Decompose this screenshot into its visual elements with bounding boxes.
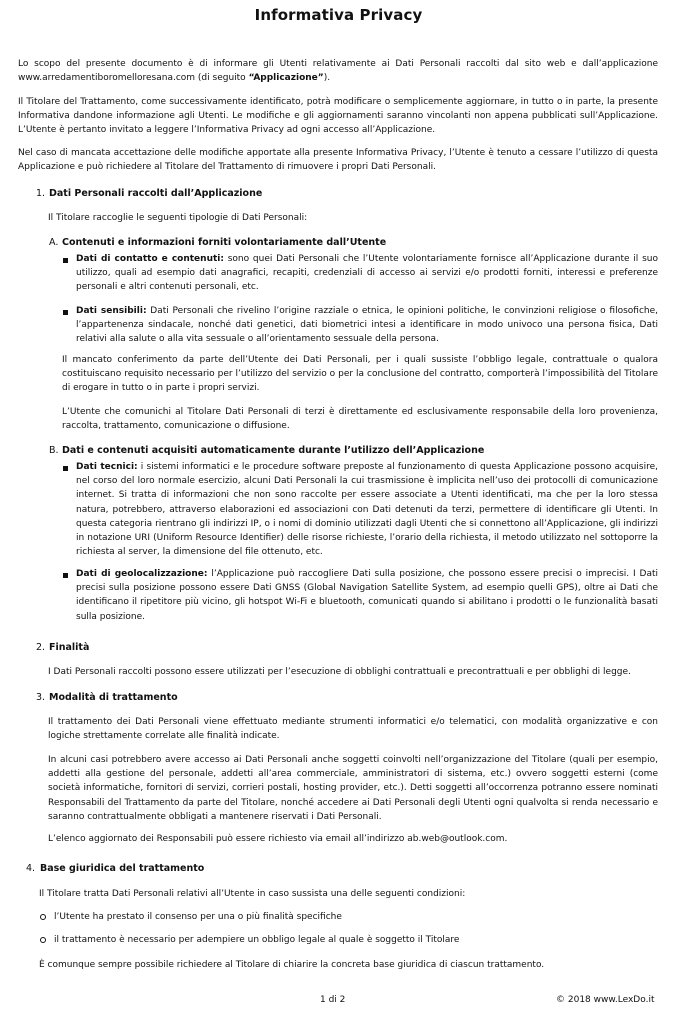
intro-p1-end: ).: [323, 73, 331, 84]
subsection-a-letter: A.: [49, 237, 59, 248]
section-4-title: Base giuridica del trattamento: [40, 863, 205, 874]
section-1-intro: Il Titolare raccoglie le seguenti tipologie di Dati Personali:: [48, 213, 308, 223]
square-bullet-icon: [63, 310, 68, 315]
bullet-text: l’Applicazione può raccogliere Dati sulla posizione, che possono essere precisi o imprecisi. I Dati precisi sulla posizione possono essere Dati GNSS (Global Navigation Satellite System, ad esempio quelli GPS), oltre ai Dati che identificano il ripetitore più vicino, gli hotspot Wi-Fi e bluetooth, comunicati quando si abilitano i prodotti o le funzionalità basati sulla posizione.: [76, 569, 658, 622]
subsection-a-title: Contenuti e informazioni forniti volontariamente dall’Utente: [62, 237, 387, 248]
section-4-paragraph: È comunque sempre possibile richiedere al Titolare di chiarire la concreta base giuridica di ciascun trattamento.: [39, 960, 545, 970]
section-4-intro: Il Titolare tratta Dati Personali relativi all’Utente in caso sussista una delle seguenti condizioni:: [39, 889, 466, 899]
section-2-paragraph: I Dati Personali raccolti possono essere utilizzati per l’esecuzione di obblighi contrattuali e precontrattuali e per obblighi di legge.: [48, 667, 631, 677]
intro-paragraph-3: Nel caso di mancata accettazione delle modifiche apportate alla presente Informativa Privacy, l’Utente è tenuto a cessare l’utilizzo di questa Applicazione e può richiedere al Titolare del Trattamento di rimuovere i propri Dati Personali.: [18, 148, 658, 173]
bullet-sensitive-data: [76, 304, 658, 347]
bullet-label: Dati di geolocalizzazione:: [76, 569, 208, 579]
subsection-b-letter: B.: [49, 445, 59, 456]
bullet-label: Dati tecnici:: [76, 462, 138, 472]
intro-paragraph-2: Il Titolare del Trattamento, come successivamente identificato, potrà modificare o semplicemente aggiornare, in tutto o in parte, la presente Informativa dandone informazione agli Utenti. Le modifiche e gli aggiornamenti saranno vincolanti non appena pubblicati sull’Applicazione. L’Utente è pertanto invitato a leggere l’Informativa Privacy ad ogni accesso all’Applicazione.: [18, 97, 658, 136]
section-2-title: Finalità: [49, 642, 90, 653]
bullet-text: Dati Personali che rivelino l’origine razziale o etnica, le opinioni politiche, le convinzioni religiose o filosofiche, l’appartenenza sindacale, nonché dati genetici, dati biometrici intesi a identificare in modo univoco una persona fisica, Dati relativi alla salute o alla vita sessuale o all’orientamento sessuale della persona.: [76, 306, 659, 345]
bullet-text: i sistemi informatici e le procedure software preposte al funzionamento di questa Applicazione possono acquisire, nel corso del loro normale esercizio, alcuni Dati Personali la cui trasmissione è implicita nell’uso dei protocolli di comunicazione internet. Si tratta di informazioni che non sono raccolte per essere associate a Utenti identificati, ma che per la loro stessa natura, potrebbero, attraverso elaborazioni ed associazioni con Dati detenuti da terzi, permettere di identificare gli Utenti. In questa categoria rientrano gli indirizzi IP, o i nomi di dominio utilizzati dagli Utenti che si connettono all’Applicazione, gli indirizzi in notazione URI (Uniform Resource Identifier) delle risorse richieste, l’orario della richiesta, il metodo utilizzato nel sottoporre la richiesta al server, la dimensione del file ottenuto, etc.: [76, 462, 658, 558]
bullet-label: Dati sensibili:: [76, 306, 147, 316]
section-2-number: 2.: [36, 642, 46, 653]
bullet-technical-data: [76, 460, 658, 559]
square-bullet-icon: [63, 258, 68, 263]
intro-p1-bold: “Applicazione”: [248, 73, 324, 84]
intro-paragraph-1: [18, 57, 658, 85]
bullet-text: sono quei Dati Personali che l’Utente volontariamente fornisce all’Applicazione durante il suo utilizzo, quali ad esempio dati anagrafici, recapiti, credenziali di accesso ai servizi e/o prodotti forniti, interessi e preferenze personali e altri contenuti personali, etc.: [76, 254, 658, 293]
page-title: Informativa Privacy: [254, 6, 423, 24]
bullet-consent: l’Utente ha prestato il consenso per una o più finalità specifiche: [54, 912, 342, 922]
square-bullet-icon: [63, 466, 68, 471]
section-3-paragraph-1: Il trattamento dei Dati Personali viene effettuato mediante strumenti informatici e/o telematici, con modalità organizzative e con logiche strettamente correlate alle finalità indicate.: [48, 717, 658, 742]
bullet-legal-obligation: il trattamento è necessario per adempiere un obbligo legale al quale è soggetto il Titolare: [54, 935, 460, 945]
section-3-number: 3.: [36, 692, 46, 703]
subsection-a-paragraph-2: L’Utente che comunichi al Titolare Dati Personali di terzi è direttamente ed esclusivamente responsabile della loro provenienza, raccolta, trattamento, comunicazione o diffusione.: [62, 407, 658, 432]
section-3-paragraph-2: In alcuni casi potrebbero avere accesso ai Dati Personali anche soggetti coinvolti nell’organizzazione del Titolare (quali per esempio, addetti alla gestione del personale, addetti all’area commerciale, amministratori di sistema, etc.) ovvero soggetti esterni (come società informatiche, fornitori di servizi, corrieri postali, hosting provider, etc.). Detti soggetti all’occorrenza potranno essere nominati Responsabili del Trattamento da parte del Titolare, nonché accedere ai Dati Personali degli Utenti ogni qualvolta si renda necessario e saranno contrattualmente obbligati a mantenere riservati i Dati Personali.: [48, 755, 658, 822]
bullet-label: Dati di contatto e contenuti:: [76, 254, 224, 264]
subsection-b-title: Dati e contenuti acquisiti automaticamente durante l’utilizzo dell’Applicazione: [62, 445, 485, 456]
square-bullet-icon: [63, 573, 68, 578]
bullet-geolocation-data: [76, 567, 658, 624]
subsection-a-paragraph-1: Il mancato conferimento da parte dell’Utente dei Dati Personali, per i quali sussiste l’obbligo legale, contrattuale o qualora costituiscano requisito necessario per l’utilizzo del servizio o per la conclusione del contratto, comporterà l’impossibilità del Titolare di erogare in tutto o in parte i propri servizi.: [62, 355, 658, 394]
intro-p1-text: Lo scopo del presente documento è di informare gli Utenti relativamente ai Dati Personali raccolti dal sito web e dall’applicazione www.arredamentiboromelloresana.com (di seguito: [18, 59, 658, 84]
section-3-title: Modalità di trattamento: [49, 692, 178, 703]
circle-bullet-icon: [40, 937, 46, 943]
circle-bullet-icon: [40, 914, 46, 920]
section-4-number: 4.: [26, 863, 36, 874]
bullet-contact-data: [76, 252, 658, 295]
page-number: 1 di 2: [320, 995, 346, 1005]
section-1-title: Dati Personali raccolti dall’Applicazione: [49, 188, 263, 199]
section-1-number: 1.: [36, 188, 46, 199]
footer-copyright: © 2018 www.LexDo.it: [556, 995, 655, 1005]
section-3-paragraph-3: L’elenco aggiornato dei Responsabili può essere richiesto via email all’indirizzo ab.web@outlook.com.: [48, 834, 508, 844]
